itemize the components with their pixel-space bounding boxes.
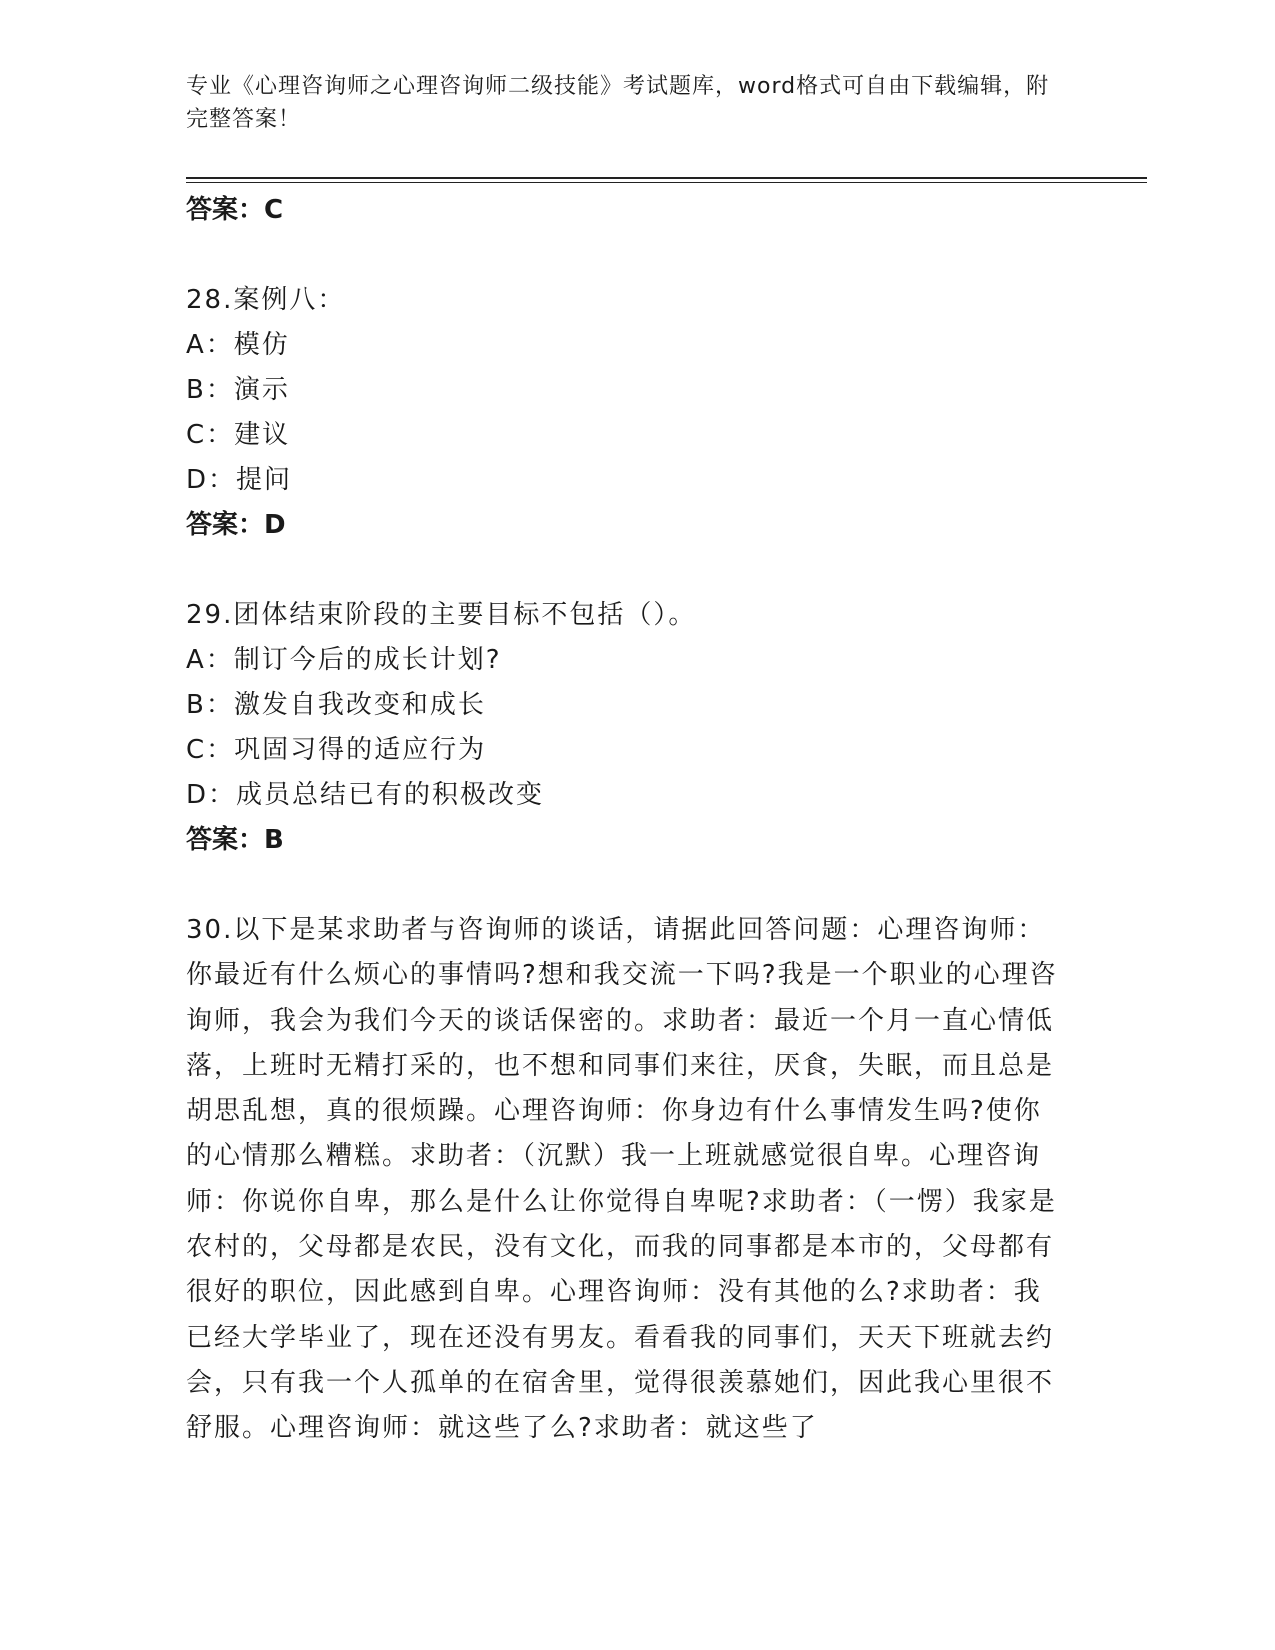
- question-29-option-a: A：制订今后的成长计划?: [186, 645, 502, 675]
- header-rule-thin: [186, 182, 1147, 183]
- question-29-option-b: B：激发自我改变和成长: [186, 690, 486, 720]
- question-29-stem: 29.团体结束阶段的主要目标不包括（）。: [186, 600, 697, 630]
- question-28-stem: 28.案例八：: [186, 285, 346, 315]
- previous-answer: 答案：C: [186, 195, 284, 225]
- document-header: 专业《心理咨询师之心理咨询师二级技能》考试题库，word格式可自由下载编辑，附完整答案！: [186, 74, 1050, 132]
- question-28-option-c: C：建议: [186, 420, 291, 450]
- header-rule-thick: [186, 177, 1147, 179]
- question-28-option-d: D：提问: [186, 465, 293, 495]
- question-30-text: 30.以下是某求助者与咨询师的谈话，请据此回答问题：心理咨询师：你最近有什么烦心的事情吗?想和我交流一下吗?我是一个职业的心理咨询师，我会为我们今天的谈话保密的。求助者：最近一个月一直心情低落，上班时无精打采的，也不想和同事们来往，厌食，失眠，而且总是胡思乱想，真的很烦躁。心理咨询师：你身边有什么事情发生吗?使你的心情那么糟糕。求助者：（沉默）我一上班就感觉很自卑。心理咨询师：你说你自卑，那么是什么让你觉得自卑呢?求助者：（一愣）我家是农村的，父母都是农民，没有文化，而我的同事都是本市的，父母都有很好的职位，因此感到自卑。心理咨询师：没有其他的么?求助者：我已经大学毕业了，现在还没有男友。看看我的同事们，天天下班就去约会，只有我一个人孤单的在宿舍里，觉得很羡慕她们，因此我心里很不舒服。心理咨询师：就这些了么?求助者：就这些了: [186, 915, 1058, 1444]
- question-29-option-d: D：成员总结已有的积极改变: [186, 780, 545, 810]
- question-28-answer: 答案：D: [186, 510, 286, 540]
- question-29-option-c: C：巩固习得的适应行为: [186, 735, 487, 765]
- document-body: [186, 188, 1066, 1452]
- question-28-option-b: B：演示: [186, 375, 290, 405]
- question-29-answer: 答案：B: [186, 825, 284, 855]
- question-28: [186, 278, 1066, 548]
- question-29: [186, 593, 1066, 863]
- question-28-option-a: A：模仿: [186, 330, 290, 360]
